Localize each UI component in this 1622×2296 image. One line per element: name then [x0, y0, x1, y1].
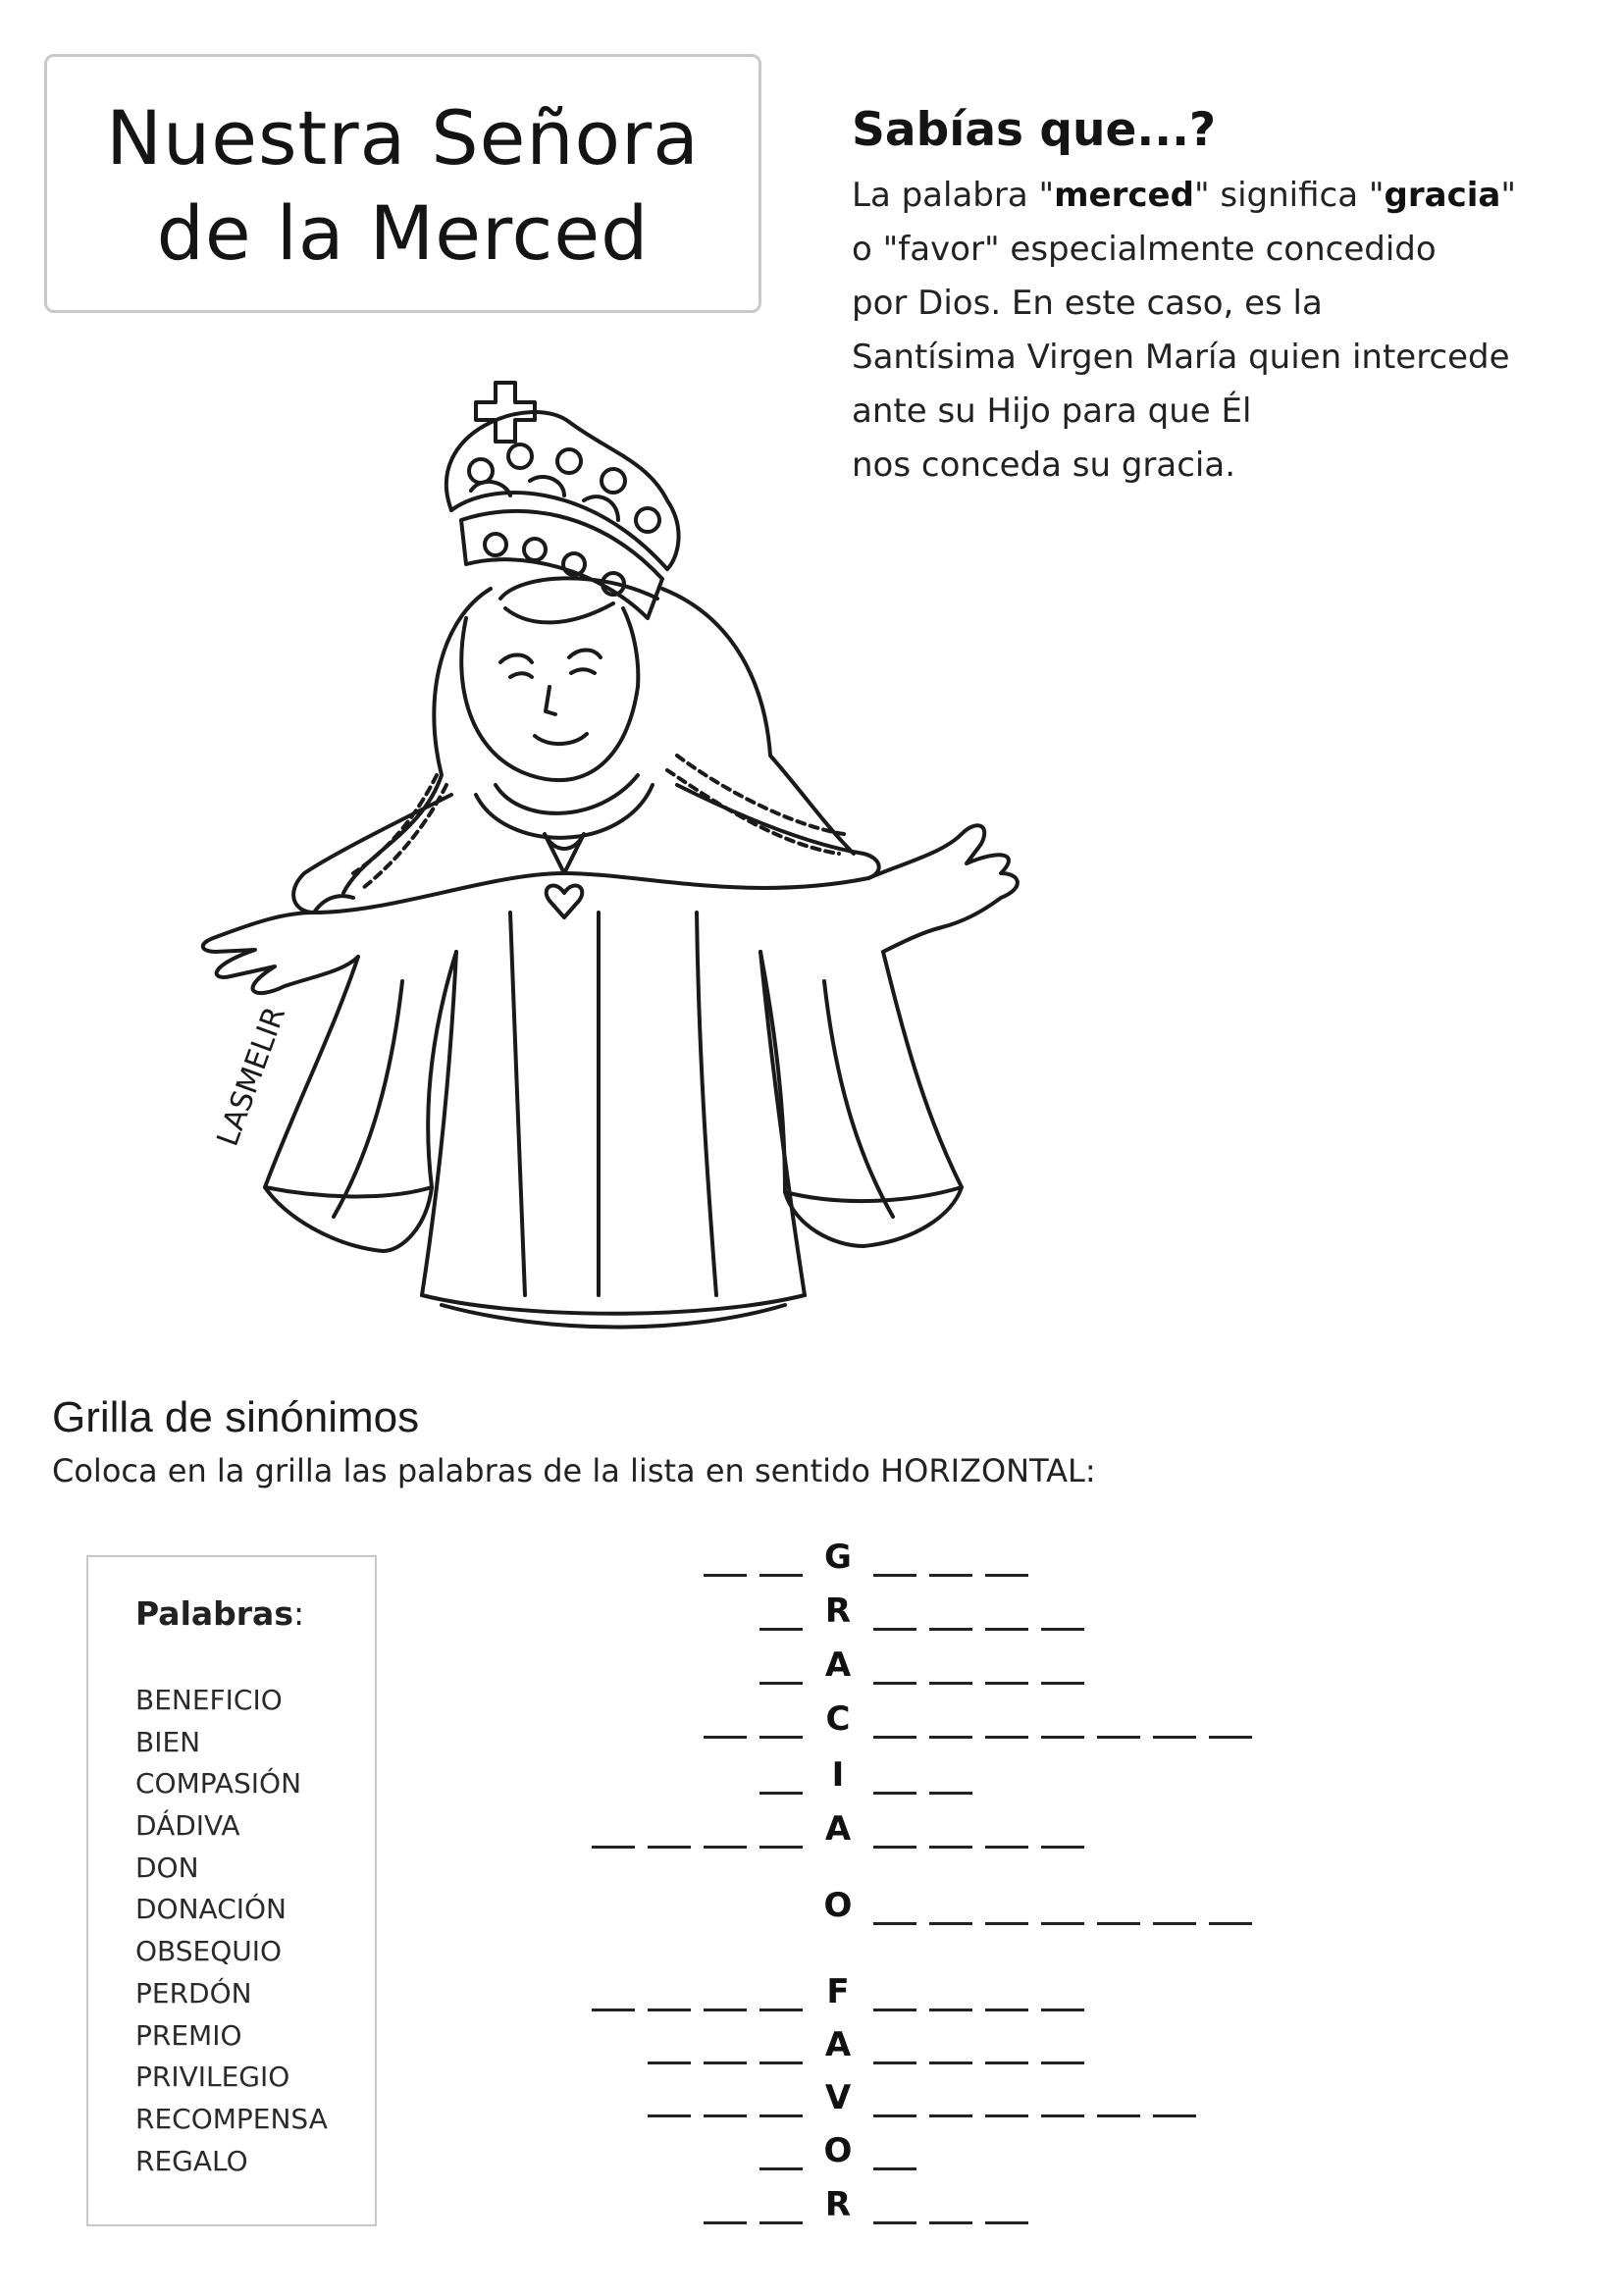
letter-blank[interactable]: [592, 1846, 635, 1849]
letter-blank[interactable]: [985, 1846, 1028, 1849]
grid-title: Grilla de sinónimos: [52, 1393, 420, 1441]
word-list-item: RECOMPENSA: [135, 2102, 328, 2135]
word-list-heading: Palabras:: [135, 1594, 305, 1633]
letter-blank[interactable]: [1209, 1736, 1252, 1739]
grid-instructions: Coloca en la grilla las palabras de la lista en sentido HORIZONTAL:: [52, 1452, 1096, 1489]
letter-blank[interactable]: [873, 1922, 916, 1925]
letter-blank[interactable]: [1041, 1736, 1084, 1739]
letter-blank[interactable]: [1041, 2114, 1084, 2117]
word-list-item: DONACIÓN: [135, 1893, 287, 1926]
letter-blank[interactable]: [929, 2114, 972, 2117]
letter-blank[interactable]: [1041, 1922, 1084, 1925]
fact-line-6: nos conceda su gracia.: [852, 445, 1235, 485]
page-title-line-1: Nuestra Señora: [106, 94, 700, 182]
letter-blank[interactable]: [985, 1574, 1028, 1577]
key-letter: I: [831, 1755, 845, 1795]
grid-row: [0, 1590, 1622, 1637]
letter-blank[interactable]: [704, 2114, 747, 2117]
letter-blank[interactable]: [704, 2061, 747, 2064]
letter-blank[interactable]: [873, 2114, 916, 2117]
letter-blank[interactable]: [929, 1922, 972, 1925]
letter-blank[interactable]: [759, 2167, 803, 2170]
word-list-item: OBSEQUIO: [135, 1935, 283, 1968]
letter-blank[interactable]: [704, 1736, 747, 1739]
letter-blank[interactable]: [873, 2009, 916, 2011]
letter-blank[interactable]: [873, 1574, 916, 1577]
letter-blank[interactable]: [873, 1628, 916, 1631]
illustrator-signature: LASMELIR: [210, 1002, 293, 1151]
letter-blank[interactable]: [1097, 1922, 1140, 1925]
letter-blank[interactable]: [1041, 2009, 1084, 2011]
letter-blank[interactable]: [759, 2061, 803, 2064]
key-letter: R: [824, 2185, 852, 2224]
key-letter: R: [824, 1592, 852, 1631]
fact-heading: Sabías que...?: [852, 103, 1217, 157]
key-letter: G: [824, 1538, 852, 1577]
word-list-item: DÁDIVA: [135, 1809, 240, 1843]
letter-blank[interactable]: [929, 2061, 972, 2064]
letter-blank[interactable]: [759, 2114, 803, 2117]
key-letter: A: [824, 1809, 852, 1849]
crown-icon: [446, 412, 679, 618]
letter-blank[interactable]: [1209, 1922, 1252, 1925]
letter-blank[interactable]: [648, 1846, 691, 1849]
letter-blank[interactable]: [929, 1736, 972, 1739]
key-letter: A: [824, 2025, 852, 2064]
letter-blank[interactable]: [759, 1574, 803, 1577]
grid-row: [0, 1536, 1622, 1583]
grid-row: [0, 1884, 1622, 1931]
letter-blank[interactable]: [985, 1682, 1028, 1685]
letter-blank[interactable]: [759, 1846, 803, 1849]
letter-blank[interactable]: [985, 1736, 1028, 1739]
letter-blank[interactable]: [873, 1736, 916, 1739]
letter-blank[interactable]: [759, 1792, 803, 1795]
word-list-item: DON: [135, 1851, 199, 1884]
letter-blank[interactable]: [985, 2061, 1028, 2064]
title-box: [44, 54, 761, 313]
key-letter: A: [824, 1645, 852, 1685]
letter-blank[interactable]: [1097, 2114, 1140, 2117]
grid-row: [0, 1697, 1622, 1745]
letter-blank[interactable]: [592, 2009, 635, 2011]
letter-blank[interactable]: [648, 2114, 691, 2117]
letter-blank[interactable]: [929, 1846, 972, 1849]
fact-line-4: Santísima Virgen María quien intercede: [852, 338, 1510, 377]
fact-line-2: o "favor" especialmente concedido: [852, 230, 1437, 269]
fact-keyword-gracia: gracia: [1384, 176, 1501, 215]
letter-blank[interactable]: [985, 2009, 1028, 2011]
grid-row: [0, 1644, 1622, 1691]
word-list-item: COMPASIÓN: [135, 1767, 302, 1800]
letter-blank[interactable]: [1097, 1736, 1140, 1739]
letter-blank[interactable]: [759, 1628, 803, 1631]
letter-blank[interactable]: [759, 2221, 803, 2224]
key-letter: F: [826, 1972, 850, 2011]
letter-blank[interactable]: [985, 1922, 1028, 1925]
key-letter: C: [825, 1699, 851, 1739]
letter-blank[interactable]: [873, 2167, 916, 2170]
grid-row: [0, 2183, 1622, 2230]
letter-blank[interactable]: [929, 1682, 972, 1685]
key-letter: O: [823, 2131, 853, 2170]
fact-line-1: La palabra "merced" significa "gracia": [852, 176, 1516, 215]
word-list-item: PRIVILEGIO: [135, 2061, 290, 2094]
letter-blank[interactable]: [1153, 1736, 1196, 1739]
word-list-item: PERDÓN: [135, 1976, 252, 2009]
word-list-item: PREMIO: [135, 2018, 242, 2052]
grid-row: [0, 1970, 1622, 2017]
letter-blank[interactable]: [985, 2114, 1028, 2117]
letter-blank[interactable]: [929, 1628, 972, 1631]
letter-blank[interactable]: [1041, 2061, 1084, 2064]
letter-blank[interactable]: [985, 1628, 1028, 1631]
letter-blank[interactable]: [1041, 1628, 1084, 1631]
grid-row: [0, 2023, 1622, 2070]
fact-keyword-merced: merced: [1054, 176, 1194, 215]
letter-blank[interactable]: [759, 1682, 803, 1685]
letter-blank[interactable]: [704, 1574, 747, 1577]
fact-line-5: ante su Hijo para que Él: [852, 391, 1252, 431]
letter-blank[interactable]: [759, 2009, 803, 2011]
key-letter: O: [823, 1886, 853, 1925]
word-list-item: REGALO: [135, 2144, 248, 2177]
letter-blank[interactable]: [704, 2221, 747, 2224]
right-hand-icon: [868, 825, 1018, 952]
letter-blank[interactable]: [704, 1846, 747, 1849]
letter-blank[interactable]: [704, 2009, 747, 2011]
letter-blank[interactable]: [873, 2221, 916, 2224]
letter-blank[interactable]: [1041, 1682, 1084, 1685]
letter-blank[interactable]: [1153, 1922, 1196, 1925]
virgin-mary-illustration: [210, 363, 1315, 1403]
letter-blank[interactable]: [648, 2009, 691, 2011]
letter-blank[interactable]: [873, 1846, 916, 1849]
letter-blank[interactable]: [929, 1792, 972, 1795]
word-list-item: BENEFICIO: [135, 1684, 283, 1716]
page-title-line-2: de la Merced: [156, 189, 650, 277]
letter-blank[interactable]: [929, 1574, 972, 1577]
letter-blank[interactable]: [873, 1792, 916, 1795]
letter-blank[interactable]: [929, 2009, 972, 2011]
word-list-item: BIEN: [135, 1725, 201, 1758]
grid-row: [0, 2076, 1622, 2123]
letter-blank[interactable]: [1153, 2114, 1196, 2117]
grid-row: [0, 1807, 1622, 1854]
letter-blank[interactable]: [873, 2061, 916, 2064]
fact-line-3: por Dios. En este caso, es la: [852, 284, 1323, 323]
letter-blank[interactable]: [985, 2221, 1028, 2224]
grid-row: [0, 2129, 1622, 2176]
letter-blank[interactable]: [1041, 1846, 1084, 1849]
letter-blank[interactable]: [929, 2221, 972, 2224]
letter-blank[interactable]: [648, 2061, 691, 2064]
letter-blank[interactable]: [759, 1736, 803, 1739]
grid-row: [0, 1753, 1622, 1800]
key-letter: V: [824, 2078, 852, 2117]
letter-blank[interactable]: [873, 1682, 916, 1685]
